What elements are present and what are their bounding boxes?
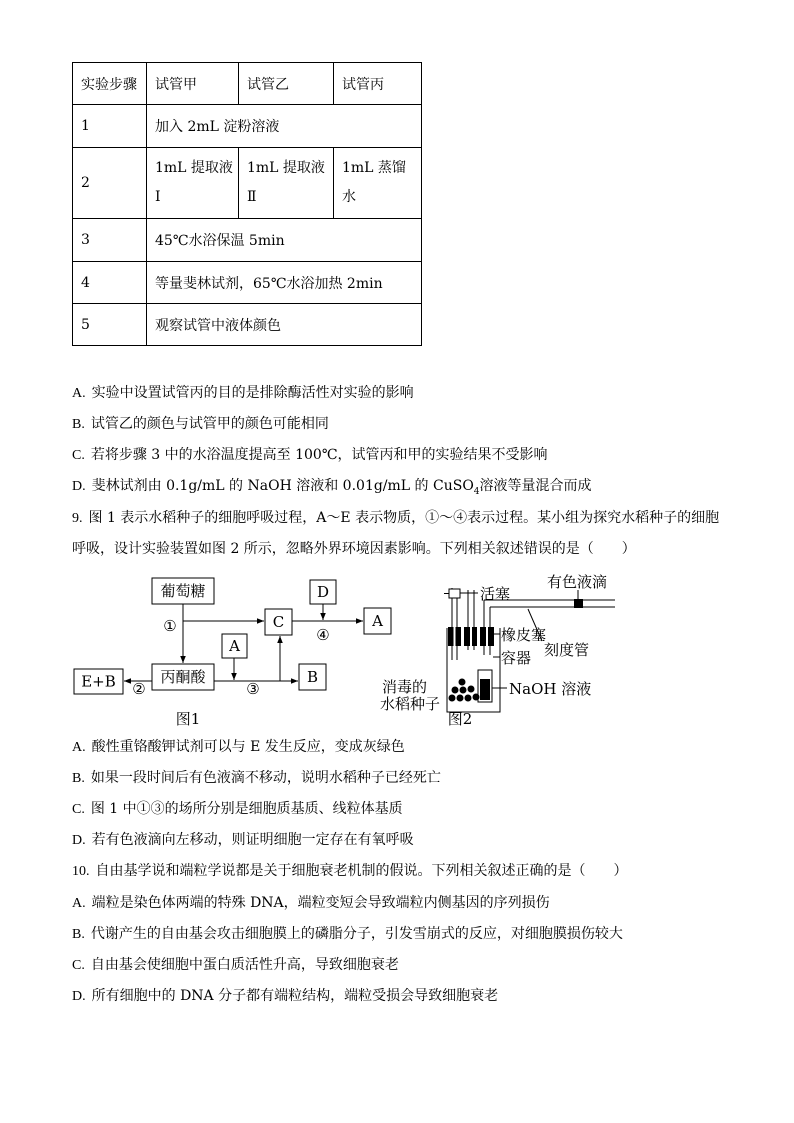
- table-header-cell: 实验步骤: [73, 63, 147, 105]
- tube-jia-cell: [147, 148, 239, 219]
- drop-label: 有色液滴: [547, 573, 608, 591]
- option-letter: C.: [72, 802, 85, 817]
- table-header-cell: 试管乙: [239, 63, 334, 105]
- e-b-label: E+B: [81, 672, 116, 691]
- table-row: [73, 262, 422, 304]
- q9-figures: [60, 570, 640, 735]
- step-number-cell: 5: [73, 304, 147, 346]
- step-content-cell: 观察试管中液体颜色: [147, 304, 422, 346]
- cell-line: 1mL 蒸馏: [342, 160, 406, 176]
- option-letter: A.: [72, 386, 86, 401]
- option-text: 若将步骤 3 中的水浴温度提高至 100℃，试管丙和甲的实验结果不受影响: [90, 447, 548, 463]
- option-text: 酸性重铬酸钾试剂可以与 E 发生反应，变成灰绿色: [91, 739, 405, 755]
- q10-option-d: [72, 987, 498, 1006]
- d-label: D: [316, 583, 330, 601]
- q8-option-a: [72, 384, 414, 403]
- option-letter: D.: [72, 989, 86, 1004]
- cell-line: Ⅰ: [155, 189, 161, 205]
- process-label-3: ③: [246, 680, 260, 698]
- question-number: 10.: [72, 864, 90, 879]
- q10-option-b: [72, 925, 623, 944]
- option-text: 如果一段时间后有色液滴不移动，说明水稻种子已经死亡: [90, 770, 441, 786]
- step-number-cell: 4: [73, 262, 147, 304]
- a-input-label: A: [229, 637, 240, 655]
- stem-text: 自由基学说和端粒学说都是关于细胞衰老机制的假说。下列相关叙述正确的是（ ）: [95, 863, 628, 879]
- step-content-cell: 加入 2mL 淀粉溶液: [147, 105, 422, 148]
- option-letter: B.: [72, 771, 85, 786]
- valve-icon: [449, 589, 460, 598]
- table-row: [73, 219, 422, 262]
- step-number-cell: 1: [73, 105, 147, 148]
- table-header-row: [73, 63, 422, 105]
- cell-line: Ⅱ: [247, 189, 257, 205]
- table-row: [73, 105, 422, 148]
- step-number-cell: 3: [73, 219, 147, 262]
- option-text: 图 1 中①③的场所分别是细胞质基质、线粒体基质: [90, 801, 403, 817]
- option-text: 所有细胞中的 DNA 分子都有端粒结构，端粒受损会导致细胞衰老: [91, 988, 499, 1004]
- glucose-label: 葡萄糖: [160, 582, 206, 600]
- option-text: 代谢产生的自由基会攻击细胞膜上的磷脂分子，引发雪崩式的反应，对细胞膜损伤较大: [90, 926, 623, 942]
- process-label-2: ②: [132, 680, 146, 698]
- option-text: 自由基会使细胞中蛋白质活性升高，导致细胞衰老: [90, 957, 399, 973]
- rice-seeds-icon: [449, 679, 480, 702]
- subscript: 4: [473, 486, 480, 497]
- figure-2-caption: 图2: [447, 710, 473, 728]
- valve-label: 活塞: [480, 585, 511, 603]
- q9-stem-line-1: [72, 509, 719, 528]
- question-number: 9.: [72, 511, 83, 526]
- q10-option-a: [72, 894, 550, 913]
- q9-stem-line-2: [72, 540, 636, 558]
- q9-option-b: [72, 769, 441, 788]
- option-letter: D.: [72, 833, 86, 848]
- option-text: 斐林试剂由 0.1g/mL 的 NaOH 溶液和 0.01g/mL 的 CuSO: [91, 478, 474, 494]
- option-letter: C.: [72, 448, 85, 463]
- figure-1-caption: 图1: [175, 710, 201, 728]
- stopper-label: 橡皮塞: [501, 626, 547, 644]
- process-label-4: ④: [316, 626, 330, 644]
- option-text: 实验中设置试管丙的目的是排除酶活性对实验的影响: [91, 385, 414, 401]
- graduated-tube-label: 刻度管: [544, 641, 590, 659]
- q8-option-d: [72, 477, 592, 496]
- option-letter: A.: [72, 896, 86, 911]
- b-label: B: [306, 668, 319, 686]
- option-text: 若有色液滴向左移动，则证明细胞一定存在有氧呼吸: [91, 832, 414, 848]
- figure-1-respiration-diagram: [74, 578, 391, 728]
- naoh-solution: [480, 679, 490, 700]
- seeds-label-line-2: 水稻种子: [380, 695, 441, 713]
- step-content-cell: 45℃水浴保温 5min: [147, 219, 422, 262]
- q9-option-d: [72, 831, 414, 850]
- stem-text: 图 1 表示水稻种子的细胞呼吸过程，A～E 表示物质，①～④表示过程。某小组为探究水稻种子的细胞: [88, 510, 720, 526]
- q10-option-c: [72, 956, 399, 975]
- q8-option-c: [72, 446, 547, 465]
- tube-yi-cell: [239, 148, 334, 219]
- option-text: 试管乙的颜色与试管甲的颜色可能相同: [90, 416, 329, 432]
- step-content-cell: 等量斐林试剂，65℃水浴加热 2min: [147, 262, 422, 304]
- colored-drop: [574, 599, 583, 608]
- q10-stem: [72, 862, 628, 881]
- c-label: C: [272, 613, 285, 631]
- option-text-after: 溶液等量混合而成: [479, 478, 592, 494]
- process-label-1: ①: [163, 617, 177, 635]
- cell-line: 1mL 提取液: [247, 160, 325, 176]
- stem-text: 呼吸，设计实验装置如图 2 所示，忽略外界环境因素影响。下列相关叙述错误的是（ ）: [72, 541, 636, 557]
- table-row: [73, 304, 422, 346]
- q9-option-c: [72, 800, 403, 819]
- container-label: 容器: [501, 649, 532, 667]
- table-row: [73, 148, 422, 219]
- table-header-cell: 试管甲: [147, 63, 239, 105]
- cell-line: 水: [342, 189, 356, 205]
- option-letter: B.: [72, 927, 85, 942]
- tube-bing-cell: [334, 148, 422, 219]
- option-letter: C.: [72, 958, 85, 973]
- option-letter: A.: [72, 740, 86, 755]
- step-number-cell: 2: [73, 148, 147, 219]
- experiment-steps-table: [72, 62, 422, 346]
- option-letter: D.: [72, 479, 86, 494]
- option-letter: B.: [72, 417, 85, 432]
- q8-option-b: [72, 415, 329, 434]
- seeds-label-line-1: 消毒的: [382, 678, 428, 696]
- naoh-label: NaOH 溶液: [509, 680, 592, 698]
- q9-option-a: [72, 738, 405, 757]
- table-header-cell: 试管丙: [334, 63, 422, 105]
- option-text: 端粒是染色体两端的特殊 DNA，端粒变短会导致端粒内侧基因的序列损伤: [91, 895, 550, 911]
- cell-line: 1mL 提取液: [155, 160, 233, 176]
- figure-2-apparatus: [380, 573, 615, 728]
- a-product-label: A: [372, 612, 383, 630]
- pyruvate-label: 丙酮酸: [160, 668, 206, 686]
